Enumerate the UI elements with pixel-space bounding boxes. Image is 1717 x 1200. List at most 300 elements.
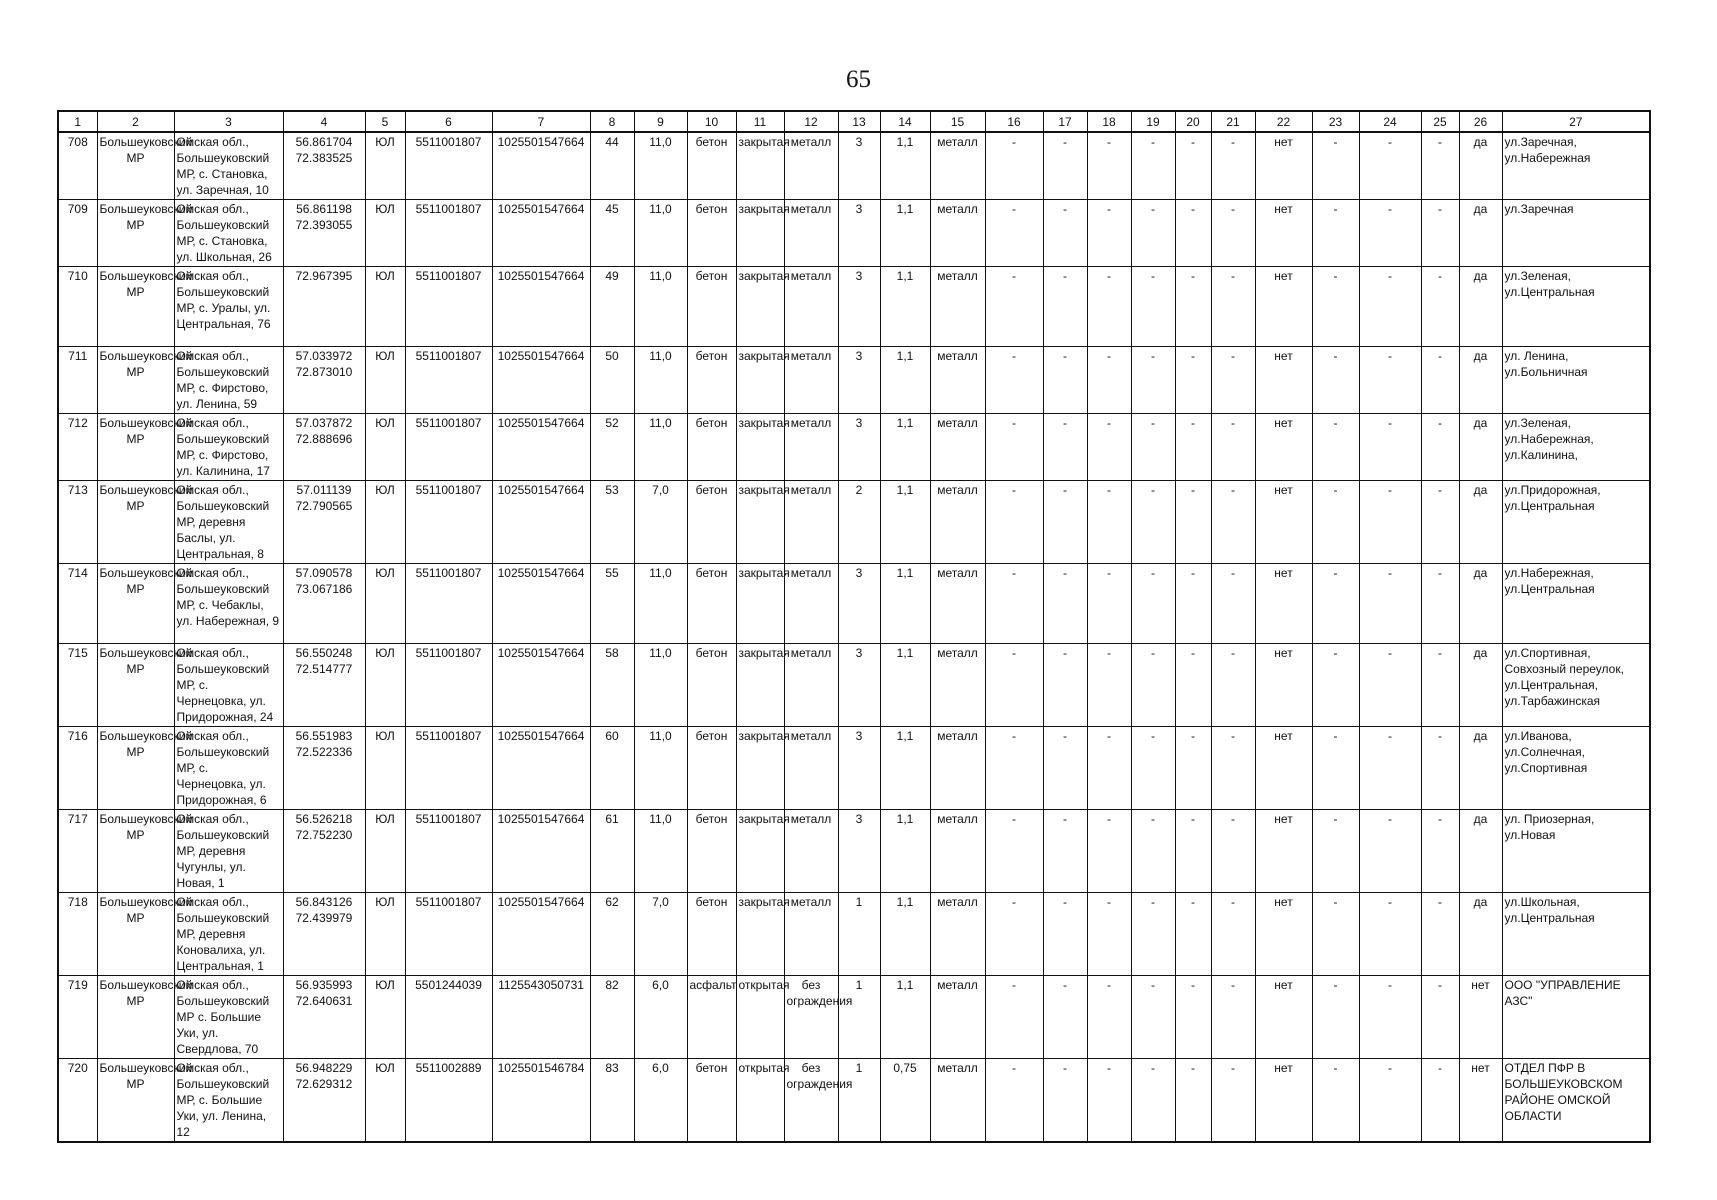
table-row [58, 414, 1650, 481]
cell-containers: 3 [838, 810, 880, 893]
cell-col-20: - [1175, 132, 1211, 200]
cell-volume: 1,1 [880, 727, 930, 810]
cell-district: Большеуковский МР [97, 267, 174, 347]
cell-col-19: - [1131, 1059, 1175, 1143]
cell-coordinates: 56.526218 72.752230 [283, 810, 365, 893]
cell-col-26: да [1459, 414, 1502, 481]
cell-coordinates: 72.967395 [283, 267, 365, 347]
cell-row-number: 717 [58, 810, 97, 893]
cell-col-25: - [1421, 810, 1459, 893]
cell-col-18: - [1087, 893, 1131, 976]
cell-col-26: да [1459, 893, 1502, 976]
cell-col-25: - [1421, 1059, 1459, 1143]
cell-surface: бетон [687, 132, 736, 200]
cell-col-25: - [1421, 200, 1459, 267]
cell-col-24: - [1359, 267, 1421, 347]
cell-owner-type: ЮЛ [365, 1059, 405, 1143]
cell-fence: металл [784, 200, 838, 267]
cell-served-objects: ул.Зеленая, ул.Центральная [1502, 267, 1650, 347]
cell-address: Омская обл., Большеуковский МР, деревня Коновалиха, ул. Центральная, 1 [174, 893, 283, 976]
cell-col-18: - [1087, 132, 1131, 200]
cell-container-material: металл [930, 893, 985, 976]
cell-volume: 1,1 [880, 893, 930, 976]
cell-col-22: нет [1255, 976, 1312, 1059]
cell-inn: 5511001807 [405, 414, 492, 481]
cell-col-20: - [1175, 347, 1211, 414]
cell-col-23: - [1312, 727, 1359, 810]
cell-col-19: - [1131, 727, 1175, 810]
cell-coordinates: 56.861198 72.393055 [283, 200, 365, 267]
cell-col-22: нет [1255, 893, 1312, 976]
cell-fence: металл [784, 267, 838, 347]
cell-site-type: закрытая [736, 414, 784, 481]
cell-col-20: - [1175, 893, 1211, 976]
cell-owner-type: ЮЛ [365, 727, 405, 810]
cell-area: 6,0 [634, 1059, 687, 1143]
cell-site-type: закрытая [736, 132, 784, 200]
cell-district: Большеуковский МР [97, 564, 174, 644]
cell-address: Омская обл., Большеуковский МР, с. Большие Уки, ул. Ленина, 12 [174, 1059, 283, 1143]
cell-served-objects: ул.Школьная, ул.Центральная [1502, 893, 1650, 976]
cell-container-material: металл [930, 267, 985, 347]
cell-district: Большеуковский МР [97, 644, 174, 727]
table-row [58, 200, 1650, 267]
cell-coordinates: 56.551983 72.522336 [283, 727, 365, 810]
cell-volume: 1,1 [880, 267, 930, 347]
cell-surface: бетон [687, 1059, 736, 1143]
cell-served-objects: ул. Приозерная, ул.Новая [1502, 810, 1650, 893]
cell-coordinates: 57.011139 72.790565 [283, 481, 365, 564]
cell-site-number: 60 [590, 727, 634, 810]
cell-col-26: нет [1459, 976, 1502, 1059]
cell-col-19: - [1131, 132, 1175, 200]
cell-fence: металл [784, 347, 838, 414]
cell-col-25: - [1421, 414, 1459, 481]
cell-fence: металл [784, 564, 838, 644]
cell-address: Омская обл., Большеуковский МР, с. Фирстово, ул. Ленина, 59 [174, 347, 283, 414]
cell-owner-type: ЮЛ [365, 644, 405, 727]
cell-served-objects: ул.Спортивная, Совхозный переулок, ул.Центральная, ул.Тарбажинская [1502, 644, 1650, 727]
cell-col-20: - [1175, 810, 1211, 893]
cell-containers: 1 [838, 893, 880, 976]
cell-col-16: - [985, 347, 1043, 414]
cell-inn: 5511001807 [405, 132, 492, 200]
cell-col-26: да [1459, 564, 1502, 644]
cell-col-17: - [1043, 132, 1087, 200]
cell-col-20: - [1175, 267, 1211, 347]
cell-col-24: - [1359, 893, 1421, 976]
cell-surface: бетон [687, 267, 736, 347]
column-header-16: 16 [985, 111, 1043, 132]
cell-site-number: 44 [590, 132, 634, 200]
cell-served-objects: ОТДЕЛ ПФР В БОЛЬШЕУКОВСКОМ РАЙОНЕ ОМСКОЙ ОБЛАСТИ [1502, 1059, 1650, 1143]
cell-col-18: - [1087, 481, 1131, 564]
cell-col-16: - [985, 727, 1043, 810]
cell-col-23: - [1312, 1059, 1359, 1143]
column-header-25: 25 [1421, 111, 1459, 132]
cell-col-23: - [1312, 414, 1359, 481]
cell-col-26: да [1459, 267, 1502, 347]
cell-district: Большеуковский МР [97, 727, 174, 810]
cell-site-number: 45 [590, 200, 634, 267]
cell-col-26: да [1459, 481, 1502, 564]
cell-container-material: металл [930, 644, 985, 727]
cell-volume: 1,1 [880, 976, 930, 1059]
cell-col-20: - [1175, 644, 1211, 727]
cell-ogrn: 1125543050731 [492, 976, 590, 1059]
column-header-5: 5 [365, 111, 405, 132]
cell-col-26: да [1459, 810, 1502, 893]
cell-ogrn: 1025501547664 [492, 414, 590, 481]
cell-site-type: открытая [736, 976, 784, 1059]
cell-col-21: - [1211, 267, 1255, 347]
cell-fence: без ограждения [784, 976, 838, 1059]
cell-volume: 0,75 [880, 1059, 930, 1143]
cell-row-number: 718 [58, 893, 97, 976]
cell-area: 11,0 [634, 564, 687, 644]
cell-col-22: нет [1255, 1059, 1312, 1143]
cell-address: Омская обл., Большеуковский МР, деревня Чугунлы, ул. Новая, 1 [174, 810, 283, 893]
cell-volume: 1,1 [880, 200, 930, 267]
cell-area: 7,0 [634, 481, 687, 564]
cell-row-number: 713 [58, 481, 97, 564]
cell-col-16: - [985, 564, 1043, 644]
cell-volume: 1,1 [880, 132, 930, 200]
cell-col-16: - [985, 481, 1043, 564]
cell-col-20: - [1175, 976, 1211, 1059]
cell-col-26: да [1459, 644, 1502, 727]
cell-container-material: металл [930, 976, 985, 1059]
column-header-22: 22 [1255, 111, 1312, 132]
table-row [58, 132, 1650, 200]
cell-col-25: - [1421, 976, 1459, 1059]
cell-address: Омская обл., Большеуковский МР с. Большие Уки, ул. Свердлова, 70 [174, 976, 283, 1059]
cell-col-18: - [1087, 347, 1131, 414]
cell-col-16: - [985, 976, 1043, 1059]
cell-site-type: открытая [736, 1059, 784, 1143]
cell-site-number: 53 [590, 481, 634, 564]
cell-surface: бетон [687, 414, 736, 481]
cell-col-21: - [1211, 414, 1255, 481]
cell-col-21: - [1211, 564, 1255, 644]
cell-row-number: 712 [58, 414, 97, 481]
table-body [58, 132, 1650, 1142]
cell-col-23: - [1312, 893, 1359, 976]
cell-col-20: - [1175, 1059, 1211, 1143]
cell-ogrn: 1025501547664 [492, 810, 590, 893]
cell-col-24: - [1359, 564, 1421, 644]
cell-site-type: закрытая [736, 200, 784, 267]
cell-col-23: - [1312, 564, 1359, 644]
cell-site-type: закрытая [736, 810, 784, 893]
cell-col-19: - [1131, 810, 1175, 893]
cell-volume: 1,1 [880, 347, 930, 414]
cell-row-number: 710 [58, 267, 97, 347]
cell-col-26: нет [1459, 1059, 1502, 1143]
cell-row-number: 709 [58, 200, 97, 267]
cell-served-objects: ул.Заречная [1502, 200, 1650, 267]
cell-col-18: - [1087, 564, 1131, 644]
cell-surface: бетон [687, 200, 736, 267]
cell-col-23: - [1312, 200, 1359, 267]
cell-col-23: - [1312, 976, 1359, 1059]
cell-inn: 5511001807 [405, 810, 492, 893]
cell-address: Омская обл., Большеуковский МР, деревня Баслы, ул. Центральная, 8 [174, 481, 283, 564]
cell-district: Большеуковский МР [97, 414, 174, 481]
cell-address: Омская обл., Большеуковский МР, с. Становка, ул. Школьная, 26 [174, 200, 283, 267]
cell-col-17: - [1043, 481, 1087, 564]
cell-district: Большеуковский МР [97, 893, 174, 976]
cell-col-21: - [1211, 810, 1255, 893]
cell-col-19: - [1131, 976, 1175, 1059]
cell-col-26: да [1459, 347, 1502, 414]
cell-col-16: - [985, 893, 1043, 976]
cell-container-material: металл [930, 727, 985, 810]
cell-address: Омская обл., Большеуковский МР, с. Чебаклы, ул. Набережная, 9 [174, 564, 283, 644]
cell-coordinates: 57.033972 72.873010 [283, 347, 365, 414]
cell-container-material: металл [930, 1059, 985, 1143]
table-row [58, 893, 1650, 976]
cell-surface: асфальт [687, 976, 736, 1059]
cell-area: 11,0 [634, 644, 687, 727]
cell-ogrn: 1025501546784 [492, 1059, 590, 1143]
cell-surface: бетон [687, 564, 736, 644]
cell-surface: бетон [687, 727, 736, 810]
cell-area: 7,0 [634, 893, 687, 976]
cell-area: 11,0 [634, 132, 687, 200]
column-header-24: 24 [1359, 111, 1421, 132]
cell-surface: бетон [687, 481, 736, 564]
cell-col-25: - [1421, 893, 1459, 976]
cell-containers: 3 [838, 267, 880, 347]
cell-container-material: металл [930, 414, 985, 481]
cell-owner-type: ЮЛ [365, 893, 405, 976]
cell-site-number: 55 [590, 564, 634, 644]
cell-fence: без ограждения [784, 1059, 838, 1143]
cell-inn: 5511001807 [405, 564, 492, 644]
cell-coordinates: 57.090578 73.067186 [283, 564, 365, 644]
cell-site-number: 49 [590, 267, 634, 347]
cell-col-21: - [1211, 727, 1255, 810]
column-header-27: 27 [1502, 111, 1650, 132]
cell-col-22: нет [1255, 644, 1312, 727]
cell-coordinates: 56.861704 72.383525 [283, 132, 365, 200]
cell-ogrn: 1025501547664 [492, 200, 590, 267]
cell-surface: бетон [687, 810, 736, 893]
cell-inn: 5511002889 [405, 1059, 492, 1143]
cell-district: Большеуковский МР [97, 976, 174, 1059]
cell-district: Большеуковский МР [97, 132, 174, 200]
cell-owner-type: ЮЛ [365, 810, 405, 893]
cell-col-25: - [1421, 564, 1459, 644]
cell-inn: 5501244039 [405, 976, 492, 1059]
cell-col-24: - [1359, 810, 1421, 893]
cell-owner-type: ЮЛ [365, 132, 405, 200]
cell-inn: 5511001807 [405, 200, 492, 267]
cell-col-17: - [1043, 727, 1087, 810]
cell-row-number: 719 [58, 976, 97, 1059]
column-header-12: 12 [784, 111, 838, 132]
column-header-11: 11 [736, 111, 784, 132]
cell-col-24: - [1359, 644, 1421, 727]
cell-col-22: нет [1255, 414, 1312, 481]
cell-col-24: - [1359, 727, 1421, 810]
registry-table [57, 110, 1651, 1143]
column-header-1: 1 [58, 111, 97, 132]
cell-site-number: 58 [590, 644, 634, 727]
cell-col-18: - [1087, 644, 1131, 727]
cell-row-number: 714 [58, 564, 97, 644]
cell-col-22: нет [1255, 132, 1312, 200]
cell-col-19: - [1131, 414, 1175, 481]
cell-address: Омская обл., Большеуковский МР, с. Становка, ул. Заречная, 10 [174, 132, 283, 200]
table-row [58, 976, 1650, 1059]
cell-col-24: - [1359, 200, 1421, 267]
cell-col-19: - [1131, 893, 1175, 976]
column-header-8: 8 [590, 111, 634, 132]
cell-area: 11,0 [634, 200, 687, 267]
column-header-21: 21 [1211, 111, 1255, 132]
column-header-20: 20 [1175, 111, 1211, 132]
column-header-13: 13 [838, 111, 880, 132]
column-header-15: 15 [930, 111, 985, 132]
cell-col-19: - [1131, 347, 1175, 414]
cell-col-21: - [1211, 347, 1255, 414]
cell-coordinates: 56.935993 72.640631 [283, 976, 365, 1059]
cell-area: 6,0 [634, 976, 687, 1059]
cell-containers: 3 [838, 200, 880, 267]
cell-container-material: металл [930, 132, 985, 200]
cell-ogrn: 1025501547664 [492, 644, 590, 727]
cell-containers: 3 [838, 414, 880, 481]
cell-containers: 3 [838, 727, 880, 810]
table-row [58, 564, 1650, 644]
cell-site-type: закрытая [736, 727, 784, 810]
cell-area: 11,0 [634, 347, 687, 414]
cell-surface: бетон [687, 347, 736, 414]
cell-inn: 5511001807 [405, 347, 492, 414]
cell-area: 11,0 [634, 414, 687, 481]
cell-col-23: - [1312, 481, 1359, 564]
cell-col-23: - [1312, 644, 1359, 727]
cell-served-objects: ул.Зеленая, ул.Набережная, ул.Калинина, [1502, 414, 1650, 481]
cell-col-19: - [1131, 267, 1175, 347]
cell-row-number: 711 [58, 347, 97, 414]
cell-inn: 5511001807 [405, 267, 492, 347]
cell-col-18: - [1087, 267, 1131, 347]
cell-col-21: - [1211, 644, 1255, 727]
column-header-18: 18 [1087, 111, 1131, 132]
cell-coordinates: 56.843126 72.439979 [283, 893, 365, 976]
cell-col-19: - [1131, 481, 1175, 564]
cell-surface: бетон [687, 893, 736, 976]
cell-col-16: - [985, 200, 1043, 267]
cell-col-17: - [1043, 200, 1087, 267]
cell-ogrn: 1025501547664 [492, 481, 590, 564]
cell-col-20: - [1175, 564, 1211, 644]
table-row [58, 644, 1650, 727]
cell-col-19: - [1131, 200, 1175, 267]
cell-coordinates: 57.037872 72.888696 [283, 414, 365, 481]
cell-owner-type: ЮЛ [365, 200, 405, 267]
cell-col-21: - [1211, 893, 1255, 976]
cell-inn: 5511001807 [405, 893, 492, 976]
cell-col-22: нет [1255, 347, 1312, 414]
cell-row-number: 715 [58, 644, 97, 727]
cell-col-16: - [985, 267, 1043, 347]
cell-container-material: металл [930, 347, 985, 414]
header-row [58, 111, 1650, 132]
cell-col-16: - [985, 414, 1043, 481]
cell-site-number: 50 [590, 347, 634, 414]
table-row [58, 347, 1650, 414]
cell-volume: 1,1 [880, 564, 930, 644]
cell-owner-type: ЮЛ [365, 976, 405, 1059]
cell-site-number: 83 [590, 1059, 634, 1143]
table-row [58, 727, 1650, 810]
column-header-4: 4 [283, 111, 365, 132]
cell-volume: 1,1 [880, 414, 930, 481]
cell-volume: 1,1 [880, 644, 930, 727]
cell-col-19: - [1131, 644, 1175, 727]
cell-col-25: - [1421, 347, 1459, 414]
cell-coordinates: 56.948229 72.629312 [283, 1059, 365, 1143]
cell-container-material: металл [930, 810, 985, 893]
cell-container-material: металл [930, 481, 985, 564]
cell-col-24: - [1359, 132, 1421, 200]
cell-col-16: - [985, 810, 1043, 893]
table-row [58, 810, 1650, 893]
cell-area: 11,0 [634, 727, 687, 810]
column-header-7: 7 [492, 111, 590, 132]
cell-col-21: - [1211, 1059, 1255, 1143]
cell-col-17: - [1043, 644, 1087, 727]
cell-col-17: - [1043, 267, 1087, 347]
cell-col-23: - [1312, 347, 1359, 414]
cell-col-26: да [1459, 727, 1502, 810]
cell-row-number: 716 [58, 727, 97, 810]
cell-col-19: - [1131, 564, 1175, 644]
cell-col-17: - [1043, 893, 1087, 976]
cell-col-18: - [1087, 810, 1131, 893]
cell-col-17: - [1043, 1059, 1087, 1143]
cell-served-objects: ул.Набережная, ул.Центральная [1502, 564, 1650, 644]
cell-containers: 3 [838, 132, 880, 200]
cell-owner-type: ЮЛ [365, 347, 405, 414]
cell-area: 11,0 [634, 810, 687, 893]
cell-containers: 3 [838, 644, 880, 727]
cell-area: 11,0 [634, 267, 687, 347]
cell-served-objects: ул.Заречная, ул.Набережная [1502, 132, 1650, 200]
cell-site-type: закрытая [736, 347, 784, 414]
cell-container-material: металл [930, 564, 985, 644]
cell-fence: металл [784, 727, 838, 810]
cell-col-22: нет [1255, 200, 1312, 267]
cell-fence: металл [784, 810, 838, 893]
cell-district: Большеуковский МР [97, 200, 174, 267]
cell-col-18: - [1087, 976, 1131, 1059]
cell-col-26: да [1459, 200, 1502, 267]
cell-col-23: - [1312, 267, 1359, 347]
cell-fence: металл [784, 132, 838, 200]
cell-site-type: закрытая [736, 267, 784, 347]
cell-containers: 3 [838, 564, 880, 644]
cell-address: Омская обл., Большеуковский МР, с. Уралы, ул. Центральная, 76 [174, 267, 283, 347]
cell-ogrn: 1025501547664 [492, 267, 590, 347]
cell-served-objects: ул. Ленина, ул.Больничная [1502, 347, 1650, 414]
cell-col-20: - [1175, 414, 1211, 481]
cell-col-17: - [1043, 976, 1087, 1059]
